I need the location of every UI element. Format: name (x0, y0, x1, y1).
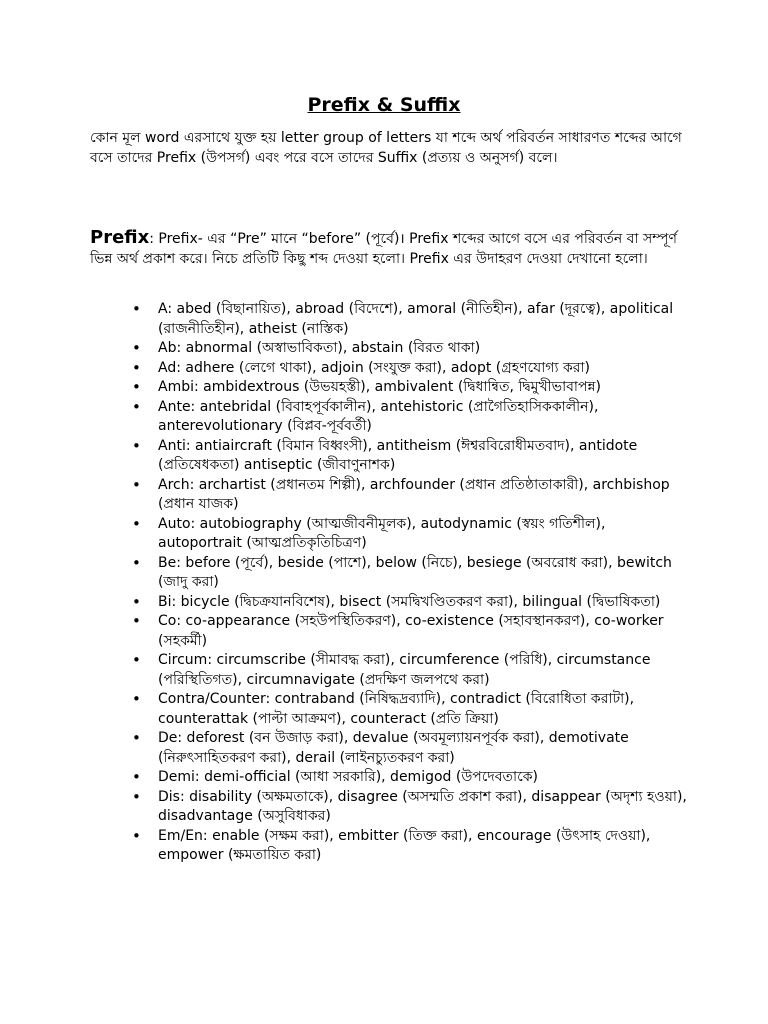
list-item: • Em/En: enable (সক্ষম করা), embitter (তিক্ত করা), encourage (উৎসাহ দেওয়া), empower (ক্ষমতায়িত করা) (90, 827, 690, 866)
list-item: • Arch: archartist (প্রধানতম শিল্পী), archfounder (প্রধান প্রতিষ্ঠাতাকারী), archbishop (প্রধান যাজক) (90, 476, 690, 515)
list-item: • Auto: autobiography (আত্মজীবনীমূলক), autodynamic (স্বয়ং গতিশীল), autoportrait (আত্মপ্রতিকৃতিচিত্রণ) (90, 515, 690, 554)
list-item: • Anti: antiaircraft (বিমান বিধ্বংসী), antitheism (ঈশ্বরবিরোধীমতবাদ), antidote (প্রতিষেধকতা) antiseptic (জীবাণুনাশক) (90, 437, 690, 476)
list-item: • Be: before (পূর্বে), beside (পাশে), below (নিচে), besiege (অবরোধ করা), bewitch (জাদু করা) (90, 554, 690, 593)
prefix-list (90, 300, 690, 866)
list-item: • Ambi: ambidextrous (উভয়হস্তী), ambivalent (দ্বিধান্বিত, দ্বিমুখীভাবাপন্ন) (90, 378, 690, 398)
list-item: • Ab: abnormal (অস্বাভাবিকতা), abstain (বিরত থাকা) (90, 339, 690, 359)
intro-paragraph: কোন মূল word এরসাথে যুক্ত হয় letter group of letters যা শব্দে অর্থ পরিবর্তন সাধারণত শব্দের আগে বসে তাদের Prefix (উপসর্গ) এবং পরে বসে তাদের Suffix (প্রত্যয় ও অনুসর্গ) বলে। (90, 130, 682, 166)
page-title: Prefix & Suffix (307, 94, 461, 116)
list-item: • Dis: disability (অক্ষমতাকে), disagree (অসম্মতি প্রকাশ করা), disappear (অদৃশ্য হওয়া), disadvantage (অসুবিধাকর) (90, 788, 690, 827)
list-item: • De: deforest (বন উজাড় করা), devalue (অবমূল্যায়নপূর্বক করা), demotivate (নিরুৎসাহিতকরণ করা), derail (লাইনচ্যুতকরণ করা) (90, 729, 690, 768)
prefix-description: : Prefix- এর “Pre” মানে “before” (পূর্বে)। Prefix শব্দের আগে বসে এর পরিবর্তন বা সম্পূর্ণ ভিন্ন অর্থ প্রকাশ করে। নিচে প্রতিটি কিছু শব্দ দেওয়া হলো। Prefix এর উদাহরণ দেওয়া দেখানো হলো। (90, 231, 677, 267)
list-item: • Co: co-appearance (সহউপস্থিতিকরণ), co-existence (সহাবস্থানকরণ), co-worker (সহকর্মী) (90, 612, 690, 651)
list-item: • Demi: demi-official (আধা সরকারি), demigod (উপদেবতাকে) (90, 768, 690, 788)
prefix-heading: Prefix (90, 227, 150, 248)
list-item: • Bi: bicycle (দ্বিচক্রযানবিশেষ), bisect (সমদ্বিখণ্ডিতকরণ করা), bilingual (দ্বিভাষিকতা) (90, 593, 690, 613)
list-item: • Ad: adhere (লেগে থাকা), adjoin (সংযুক্ত করা), adopt (গ্রহণযোগ্য করা) (90, 359, 690, 379)
list-item: • Contra/Counter: contraband (নিষিদ্ধদ্রব্যাদি), contradict (বিরোধিতা করাটা), counterattak (পাল্টা আক্রমণ), counteract (প্রতি ক্রিয়া) (90, 690, 690, 729)
list-item: • Ante: antebridal (বিবাহপূর্বকালীন), antehistoric (প্রাগৈতিহাসিককালীন), anterevolutionary (বিপ্লব-পূর্ববর্তী) (90, 398, 690, 437)
list-item: • Circum: circumscribe (সীমাবদ্ধ করা), circumference (পরিধি), circumstance (পরিস্থিতিগত), circumnavigate (প্রদক্ষিণ জলপথে করা) (90, 651, 690, 690)
list-item: • A: abed (বিছানায়িত), abroad (বিদেশে), amoral (নীতিহীন), afar (দূরত্বে), apolitical (রাজনীতিহীন), atheist (নাস্তিক) (90, 300, 690, 339)
prefix-section-paragraph (90, 228, 690, 269)
